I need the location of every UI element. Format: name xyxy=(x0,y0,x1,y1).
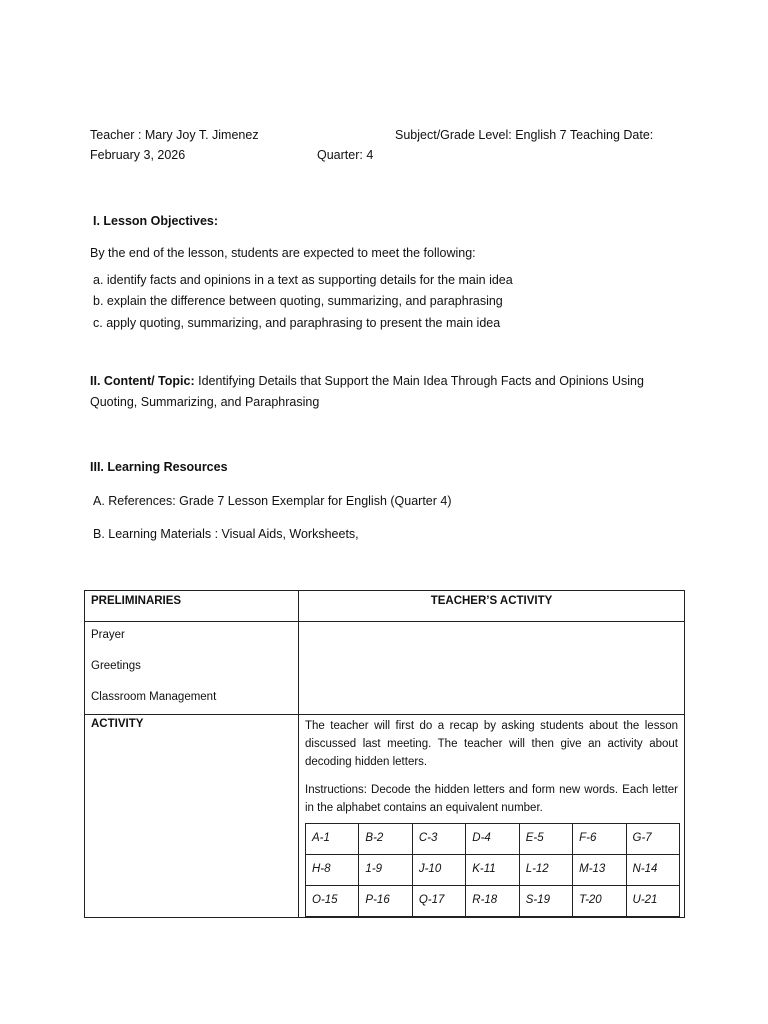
letter-cell: S-19 xyxy=(519,886,572,917)
teaching-date: February 3, 2026 xyxy=(90,148,186,162)
teacher-name: Teacher : Mary Joy T. Jimenez xyxy=(90,128,259,142)
table-row xyxy=(306,886,680,917)
preliminary-item: Greetings xyxy=(91,660,141,672)
letter-cell: F-6 xyxy=(573,824,626,855)
content-topic-text: Identifying Details that Support the Main Idea Through Facts and Opinions Using Quoting, Summarizing, and Paraphrasing xyxy=(90,374,644,409)
activity-description: The teacher will first do a recap by asking students about the lesson discussed last meeting. The teacher will then give an activity about decoding hidden letters. xyxy=(305,720,678,768)
teachers-activity-header: TEACHER’S ACTIVITY xyxy=(430,595,553,607)
letter-cell: L-12 xyxy=(519,855,572,886)
preliminaries-cell xyxy=(85,622,299,715)
letter-cell: U-21 xyxy=(626,886,679,917)
letter-cell: Q-17 xyxy=(412,886,465,917)
resources-materials: B. Learning Materials : Visual Aids, Worksheets, xyxy=(93,527,359,541)
letter-cell: J-10 xyxy=(412,855,465,886)
table-row xyxy=(306,855,680,886)
letter-cell: O-15 xyxy=(306,886,359,917)
letter-code-table xyxy=(305,823,680,917)
objectives-intro: By the end of the lesson, students are expected to meet the following: xyxy=(90,246,476,260)
letter-cell: G-7 xyxy=(626,824,679,855)
objective-item-c: c. apply quoting, summarizing, and paraphrasing to present the main idea xyxy=(93,316,501,330)
letter-cell: T-20 xyxy=(573,886,626,917)
letter-cell: M-13 xyxy=(573,855,626,886)
letter-cell: N-14 xyxy=(626,855,679,886)
table-row xyxy=(306,824,680,855)
letter-cell: K-11 xyxy=(466,855,519,886)
preliminary-item: Prayer xyxy=(91,629,125,641)
letter-cell: E-5 xyxy=(519,824,572,855)
preliminaries-activity-cell xyxy=(299,622,685,715)
resources-heading: III. Learning Resources xyxy=(90,460,228,474)
objective-item-a: a. identify facts and opinions in a text as supporting details for the main idea xyxy=(93,273,513,287)
letter-cell: D-4 xyxy=(466,824,519,855)
letter-cell: 1-9 xyxy=(359,855,412,886)
preliminaries-header-cell xyxy=(85,591,299,622)
letter-cell: R-18 xyxy=(466,886,519,917)
preliminaries-header: PRELIMINARIES xyxy=(91,595,182,607)
activity-instructions: Instructions: Decode the hidden letters and form new words. Each letter in the alphabet contains an equivalent number. xyxy=(305,784,678,814)
letter-cell: A-1 xyxy=(306,824,359,855)
letter-cell: H-8 xyxy=(306,855,359,886)
objective-item-b: b. explain the difference between quoting, summarizing, and paraphrasing xyxy=(93,294,503,308)
preliminary-item: Classroom Management xyxy=(91,691,217,703)
content-topic-label: II. Content/ Topic: xyxy=(90,374,195,388)
teachers-activity-header-cell xyxy=(299,591,685,622)
quarter: Quarter: 4 xyxy=(317,148,374,162)
content-topic xyxy=(90,371,680,413)
objectives-heading: I. Lesson Objectives: xyxy=(93,214,219,228)
resources-references: A. References: Grade 7 Lesson Exemplar for English (Quarter 4) xyxy=(93,494,452,508)
activity-label: ACTIVITY xyxy=(91,718,144,730)
lesson-table xyxy=(84,590,685,918)
letter-cell: C-3 xyxy=(412,824,465,855)
activity-content-cell xyxy=(299,715,685,918)
subject-grade-level: Subject/Grade Level: English 7 Teaching Date: xyxy=(395,128,654,142)
letter-cell: P-16 xyxy=(359,886,412,917)
letter-cell: B-2 xyxy=(359,824,412,855)
activity-label-cell xyxy=(85,715,299,918)
